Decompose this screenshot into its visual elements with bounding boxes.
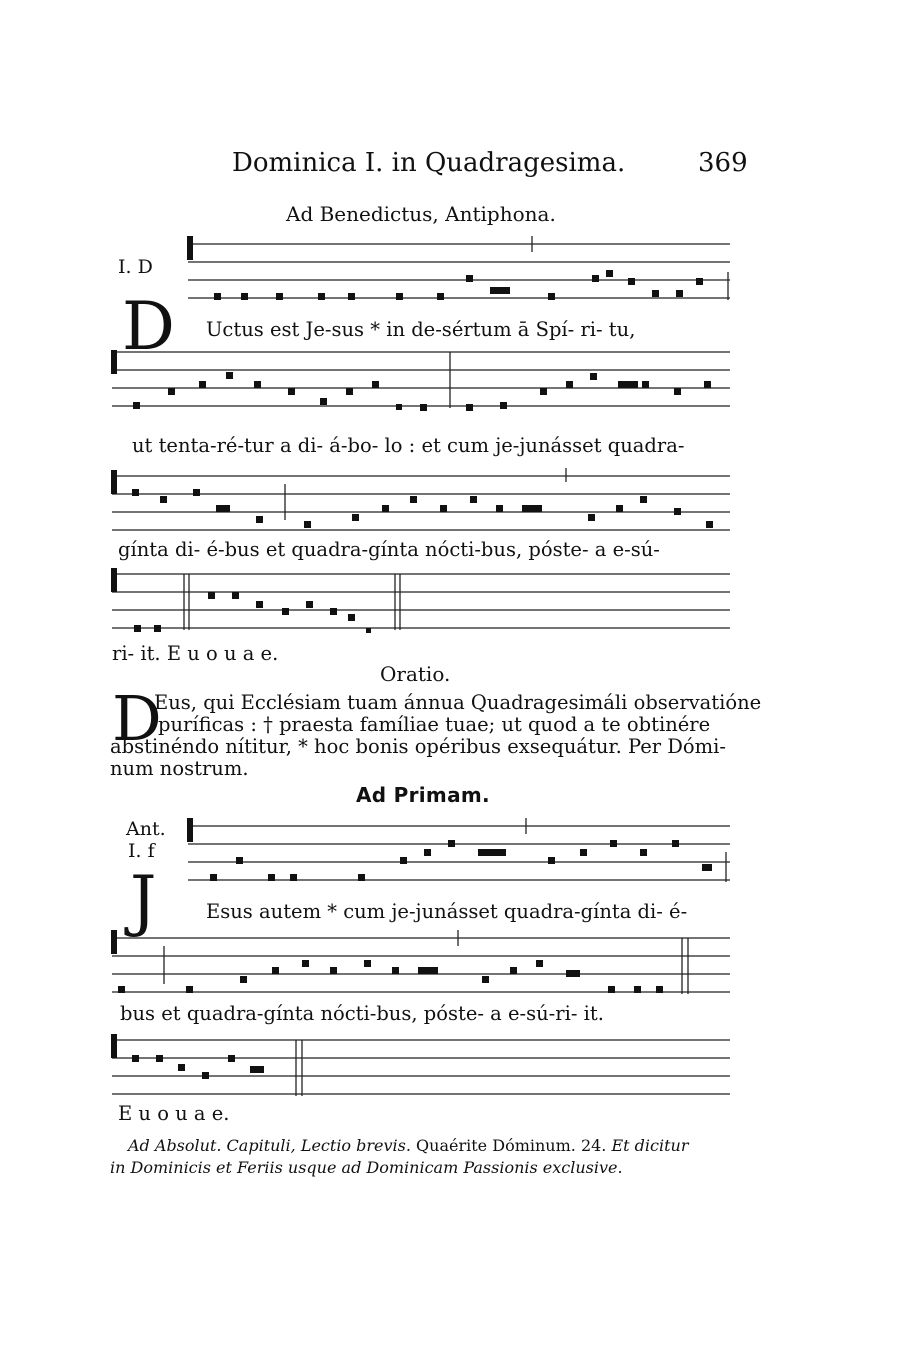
staff-system-6 [111, 930, 730, 994]
benedictus-lyric-3: gínta di- é-bus et quadra-gínta nócti-bus, póste- a e-sú- [118, 538, 660, 561]
benedictus-lyric-1: Uctus est Je-sus * in de-sértum ā Spí- ri- tu, [206, 318, 636, 341]
staff-system-5 [187, 818, 730, 882]
benedictus-mode: I. D [118, 256, 153, 278]
benedictus-lyric-4: ri- it. E u o u a e. [112, 642, 279, 665]
primam-mode: I. f [128, 840, 155, 862]
staff-system-2 [111, 350, 730, 411]
staff-system-4 [111, 568, 730, 633]
oratio-line-1: Eus, qui Ecclésiam tuam ánnua Quadragesimáli observatióne [154, 691, 762, 714]
staff-system-3 [111, 468, 730, 530]
oratio-line-4: num nostrum. [110, 757, 249, 780]
footnote-line-2: in Dominicis et Feriis usque ad Dominicam Passionis exclusive. [110, 1158, 623, 1177]
footnote-roman: Quaérite Dóminum. 24. [410, 1136, 612, 1155]
primam-lyric-2: bus et quadra-gínta nócti-bus, póste- a e-sú-ri- it. [120, 1002, 604, 1025]
primam-heading: Ad Primam. [356, 783, 490, 807]
benedictus-lyric-2: ut tenta-ré-tur a di- á-bo- lo : et cum je-junásset quadra- [132, 434, 685, 457]
benedictus-heading: Ad Benedictus, Antiphona. [286, 202, 556, 226]
footnote [110, 1135, 688, 1179]
staff-system-7 [111, 1034, 730, 1096]
primam-initial: J [130, 862, 157, 939]
footnote-italic-b: Et dicitur [611, 1136, 689, 1155]
benedictus-initial: D [122, 288, 175, 365]
staff-system-1 [187, 236, 730, 300]
oratio-line-3: abstinéndo nítitur, * hoc bonis opéribus exsequátur. Per Dómi- [110, 735, 726, 758]
oratio-title: Oratio. [380, 662, 451, 686]
primam-mode-ant: Ant. [126, 818, 166, 840]
footnote-line-1 [110, 1135, 688, 1157]
primam-lyric-1: Esus autem * cum je-junásset quadra-gínta di- é- [206, 900, 688, 923]
footnote-italic-a: Ad Absolut. Capituli, Lectio brevis. [128, 1136, 411, 1155]
running-title: Dominica I. in Quadragesima. [232, 148, 626, 178]
page-number: 369 [698, 148, 748, 178]
oratio-initial: D [112, 682, 162, 755]
primam-lyric-3: E u o u a e. [118, 1102, 230, 1125]
oratio-line-2: puríficas : † praesta famíliae tuae; ut quod a te obtinére [158, 713, 711, 736]
